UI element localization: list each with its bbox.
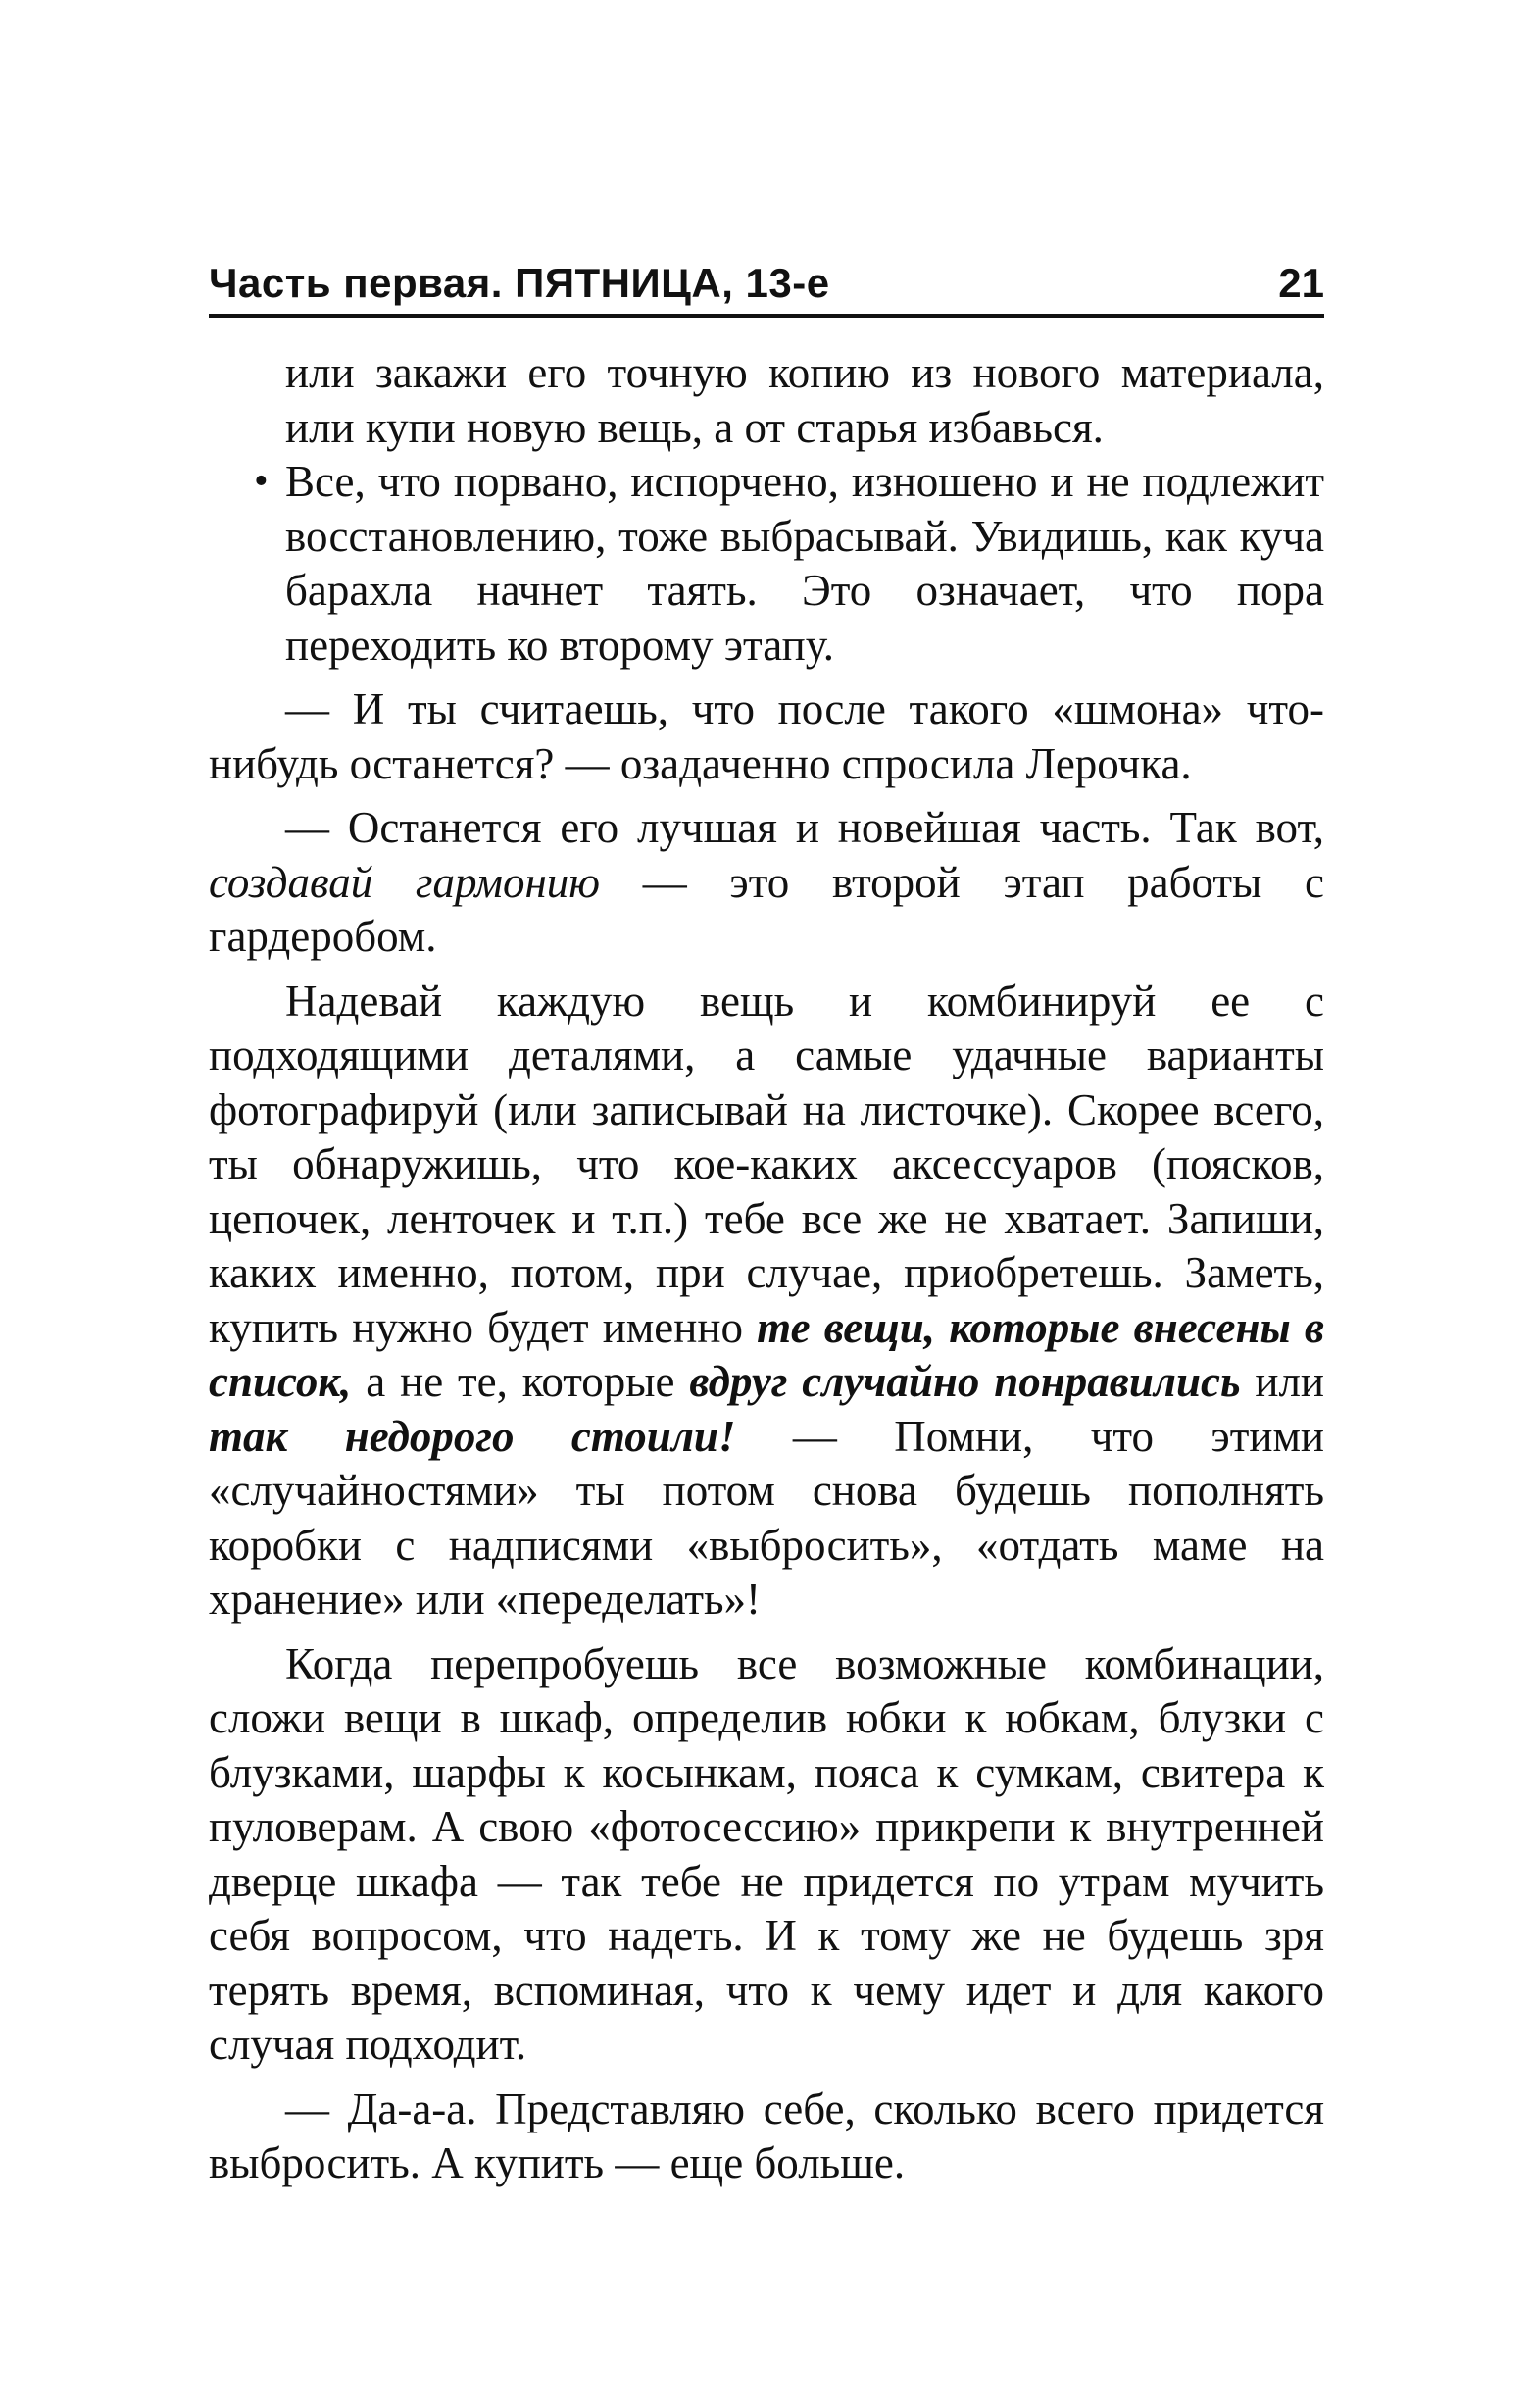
paragraph-text: — это второй этап работы с гардеробом.: [209, 857, 1324, 961]
dialogue-paragraph: — И ты считаешь, что после такого «шмона» что-нибудь останется? — озадаченно спросила Лерочка.: [209, 684, 1324, 788]
paragraph-continuation: или закажи его точную копию из нового материала, или купи новую вещь, а от старья избавься.: [285, 348, 1324, 452]
paragraph-text: Надевай каждую вещь и комбинируй ее с подходящими деталями, а самые удачные варианты фотографируй (или записывай на листочке). Скорее всего, ты обнаружишь, что кое-каких аксессуаров (поясков, цепочек, ленточек и т.п.) тебе все же не хватает. Запиши, каких именно, потом, при случае, приобретешь. Заметь, купить нужно будет именно: [209, 976, 1324, 1352]
paragraph-text: или: [1240, 1357, 1324, 1406]
dialogue-paragraph: [209, 801, 1324, 965]
dialogue-paragraph: — Да-а-а. Представляю себе, сколько всего придется выбросить. А купить — еще больше.: [209, 2083, 1324, 2187]
bullet-icon: •: [254, 459, 269, 504]
paragraph-text: а не те, которые: [351, 1357, 690, 1406]
italic-phrase: создавай гармонию: [209, 857, 600, 907]
paragraph-text: — Останется его лучшая и новейшая часть. Так вот,: [285, 803, 1324, 852]
running-header: [209, 253, 1324, 318]
emphasized-phrase: вдруг случайно понравились: [689, 1357, 1241, 1406]
page-number: 21: [1278, 260, 1324, 306]
paragraph-text: — Помни, что этими «случайностями» ты потом снова будешь пополнять коробки с надписями «выбросить», «отдать маме на хранение» или «переделать»!: [209, 1411, 1325, 1624]
chapter-title: Часть первая. ПЯТНИЦА, 13-е: [209, 260, 830, 306]
paragraph: Когда перепробуешь все возможные комбинации, сложи вещи в шкаф, определив юбки к юбкам, блузки с блузками, шарфы к косынкам, пояса к сумкам, свитера к пуловерам. А свою «фотосессию» прикрепи к внутренней дверце шкафа — так тебе не придется по утрам мучить себя вопросом, что надеть. И к тому же не будешь зря терять время, вспоминая, что к чему идет и для какого случая подходит.: [209, 1638, 1324, 2069]
emphasized-phrase: те вещи, которые внесены в список,: [209, 1302, 1324, 1406]
bullet-text: Все, что порвано, испорчено, изношено и не подлежит восстановлению, тоже выбрасывай. Увидишь, как куча барахла начнет таять. Это означает, что пора переходить ко второму этапу.: [285, 457, 1324, 670]
page-text: [209, 346, 1324, 2191]
emphasized-phrase: так недорого стоили!: [209, 1411, 736, 1461]
bullet-item: [209, 455, 1324, 673]
paragraph: [209, 975, 1324, 1628]
